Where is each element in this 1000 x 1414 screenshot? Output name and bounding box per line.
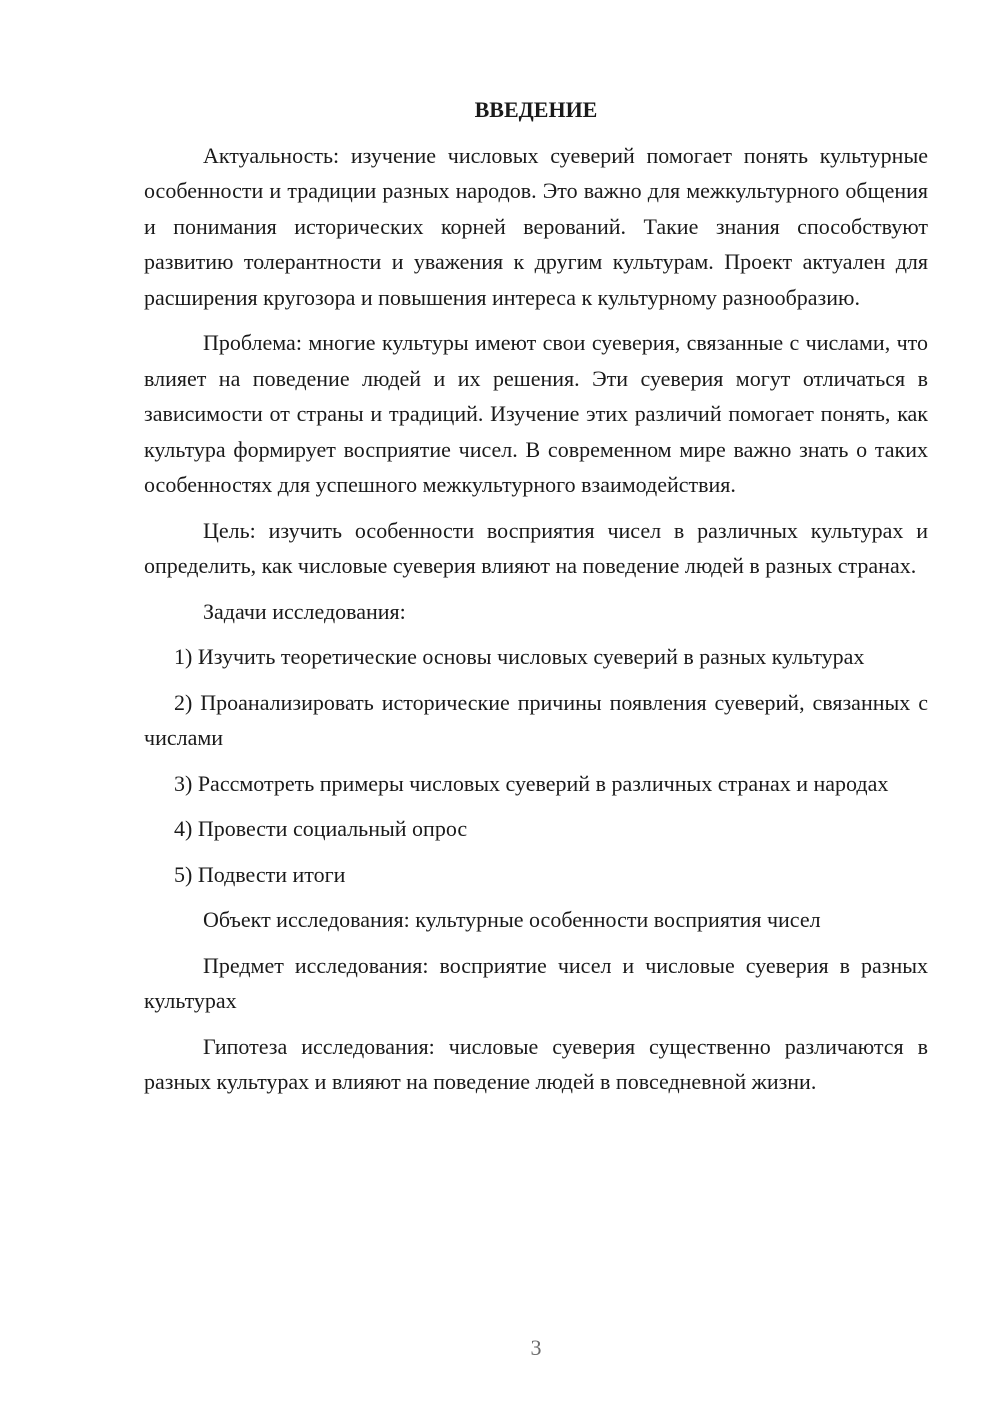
goal-paragraph: Цель: изучить особенности восприятия чисел в различных культурах и определить, как числовые суеверия влияют на поведение людей в разных странах. bbox=[144, 517, 928, 578]
hypothesis-paragraph: Гипотеза исследования: числовые суеверия существенно различаются в разных культурах и влияют на поведение людей в повседневной жизни. bbox=[144, 1033, 928, 1094]
page-content bbox=[144, 92, 928, 1110]
object-paragraph: Объект исследования: культурные особенности восприятия чисел bbox=[203, 907, 821, 932]
relevance-paragraph: Актуальность: изучение числовых суеверий помогает понять культурные особенности и традиции разных народов. Это важно для межкультурного общения и понимания исторических корней верований. Такие знания способствуют развитию толерантности и уважения к другим культурам. Проект актуален для расширения кругозора и повышения интереса к культурному разнообразию. bbox=[144, 142, 928, 310]
task-item-2: 2) Проанализировать исторические причины появления суеверий, связанных с числами bbox=[144, 689, 928, 750]
problem-paragraph: Проблема: многие культуры имеют свои суеверия, связанные с числами, что влияет на поведение людей и их решения. Эти суеверия могут отличаться в зависимости от страны и традиций. Изучение этих различий помогает понять, как культура формирует восприятие чисел. В современном мире важно знать о таких особенностях для успешного межкультурного взаимодействия. bbox=[144, 330, 928, 497]
tasks-heading: Задачи исследования: bbox=[203, 598, 406, 624]
page-number: 3 bbox=[530, 1335, 542, 1360]
task-item-1: 1) Изучить теоретические основы числовых суеверий в разных культурах bbox=[174, 644, 865, 669]
task-item-5: 5) Подвести итоги bbox=[174, 861, 346, 887]
tasks-list bbox=[144, 639, 928, 892]
task-item-4: 4) Провести социальный опрос bbox=[174, 816, 468, 841]
subject-paragraph: Предмет исследования: восприятие чисел и числовые суеверия в разных культурах bbox=[144, 952, 928, 1013]
page-title: ВВЕДЕНИЕ bbox=[474, 97, 598, 122]
task-item-3: 3) Рассмотреть примеры числовых суеверий в различных странах и народах bbox=[174, 770, 889, 796]
